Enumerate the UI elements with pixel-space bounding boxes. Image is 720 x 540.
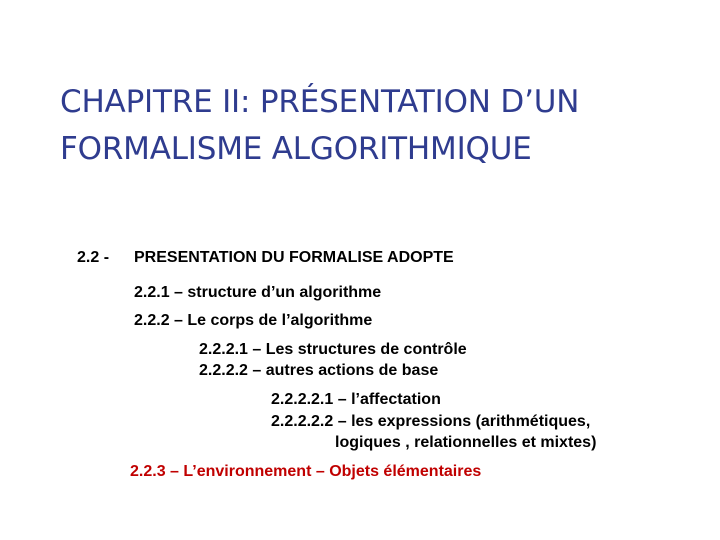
section-heading: PRESENTATION DU FORMALISE ADOPTE — [134, 249, 454, 266]
slide-title-line-2: FORMALISME ALGORITHMIQUE — [60, 131, 532, 168]
outline-item-2-2-2-2-2-continuation: logiques , relationnelles et mixtes) — [335, 434, 597, 451]
outline-item-2-2-2-1: 2.2.2.1 – Les structures de contrôle — [199, 341, 467, 358]
outline-item-2-2-2-2-1: 2.2.2.2.1 – l’affectation — [271, 391, 441, 408]
outline-item-2-2-3: 2.2.3 – L’environnement – Objets élémentaires — [130, 463, 482, 480]
outline-item-2-2-2-2: 2.2.2.2 – autres actions de base — [199, 362, 439, 379]
outline-item-2-2-1: 2.2.1 – structure d’un algorithme — [134, 284, 382, 301]
outline-item-2-2-2-2-2: 2.2.2.2.2 – les expressions (arithmétiques, — [271, 413, 591, 430]
slide-title-line-1: CHAPITRE II: PRÉSENTATION D’UN — [60, 84, 580, 120]
slide-title — [60, 79, 680, 173]
section-number: 2.2 - — [77, 249, 110, 266]
outline-item-2-2-2: 2.2.2 – Le corps de l’algorithme — [134, 312, 373, 329]
